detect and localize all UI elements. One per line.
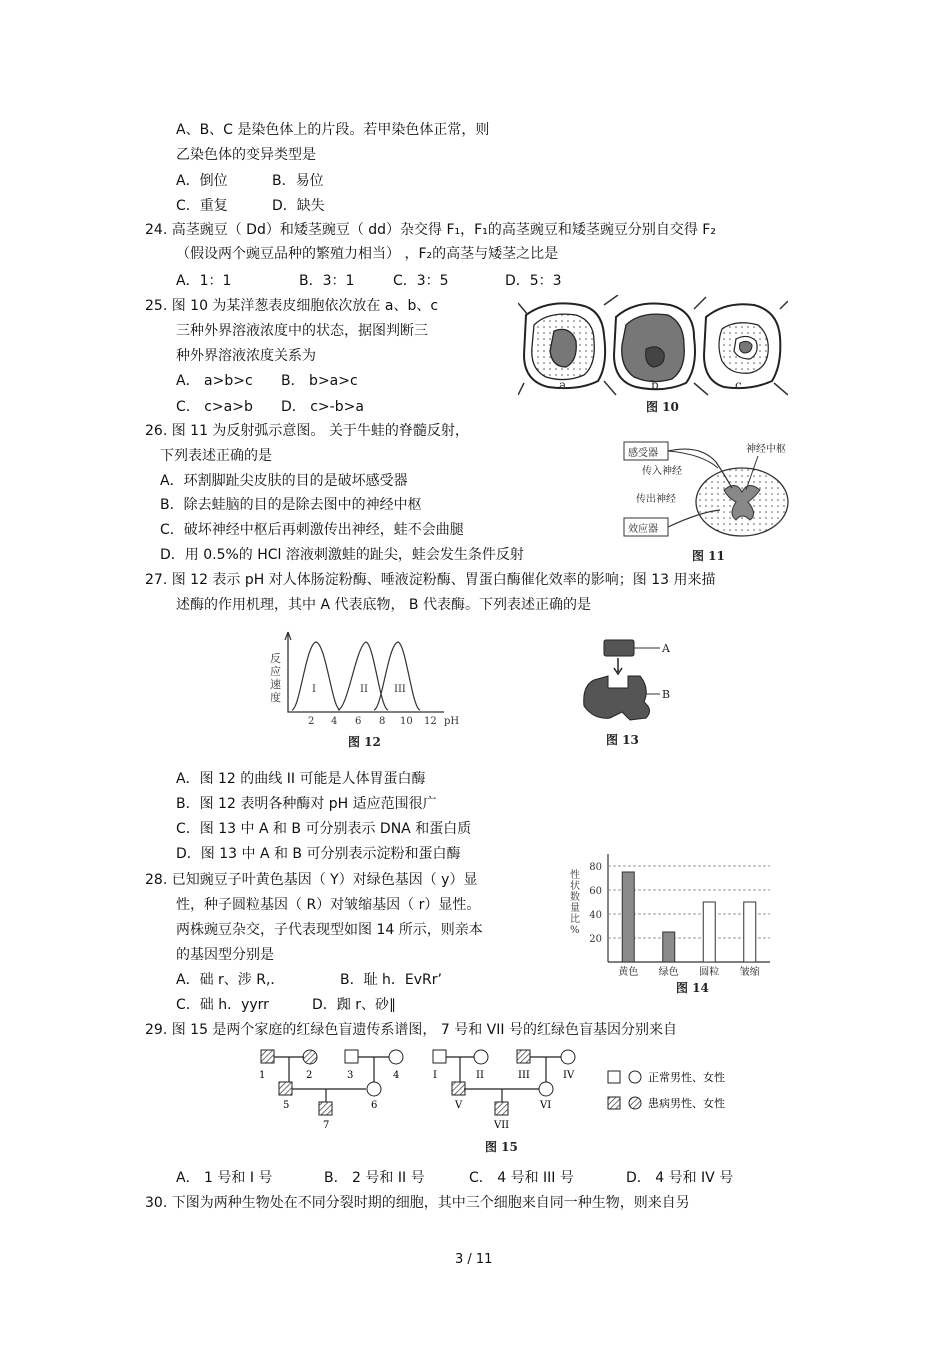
q26-option-c: C．破坏神经中枢后再刺激传出神经，蛙不会曲腿 [160,522,464,538]
figure-13-enzyme-model [574,636,684,748]
label-efferent: 传出神经 [636,494,676,505]
y-tick-label: 40 [589,910,602,921]
q24-option-d: D．5：3 [505,273,562,289]
label-receptor: 感受器 [628,448,658,459]
xtick: 12 [424,716,437,727]
q29-option-b: B． 2 号和 II 号 [324,1170,425,1186]
q23-option-d: D．缺失 [272,198,325,214]
q28-line2: 性，种子圆粒基因（ R）对皱缩基因（ r）显性。 [176,897,481,913]
pedigree-legend [608,1070,725,1110]
person-2-affected-female [303,1050,317,1064]
q25-line3: 种外界溶液浓度关系为 [176,348,316,364]
ylabel-char-4: 度 [270,691,281,704]
q26-option-a: A．环割脚趾尖皮肤的目的是破坏感受器 [160,473,408,489]
figure-10-label-c: c [735,378,742,392]
figure-14-caption: 图 14 [676,981,709,995]
q26-line2: 下列表述正确的是 [160,448,272,464]
bar-0 [622,872,634,962]
person-4-normal-female [389,1050,403,1064]
q28-line4: 的基因型分别是 [176,947,274,963]
q26-line1: 26. 图 11 为反射弧示意图。 关于牛蛙的脊髓反射， [145,423,469,439]
q23-line1: A、B、C 是染色体上的片段。若甲染色体正常，则 [176,122,490,138]
q28-line1: 28. 已知豌豆子叶黄色基因（ Y）对绿色基因（ y）显 [145,872,478,888]
y-tick-label: 60 [589,886,602,897]
cell-b [614,297,708,395]
y-axis-label-char: 状 [570,881,580,892]
figure-11-reflex-arc [620,432,800,564]
y-axis-label-char: % [570,925,580,936]
roman-V: V [455,1100,463,1111]
person-1-affected-male [261,1050,274,1063]
xtick: 4 [331,716,338,727]
num-6: 6 [371,1100,378,1111]
figure-12-ph-curves [262,628,472,750]
q28-option-b: B．耻 h．EvRr’ [340,972,442,988]
q24-line1: 24. 高茎豌豆（ Dd）和矮茎豌豆（ dd）杂交得 F₁，F₁的高茎豌豆和矮茎豌豆分别自交得 F₂ [145,222,716,238]
q24-option-b: B．3：1 [299,273,355,289]
xtick: 2 [308,716,315,727]
q27-option-c: C．图 13 中 A 和 B 可分别表示 DNA 和蛋白质 [176,821,472,837]
curve-label-1: I [312,684,316,695]
q28-option-c: C．础 h．yyrr [176,997,269,1013]
cell-c [704,301,788,395]
q27-option-d: D．图 13 中 A 和 B 可分别表示淀粉和蛋白酶 [176,846,461,862]
person-I-normal-male [433,1050,446,1063]
cell-a [518,295,618,395]
bar-2 [703,902,715,962]
person-3-normal-male [345,1050,358,1063]
bar-1 [663,932,675,962]
person-VI-normal-female [539,1082,553,1096]
person-VII-affected-male [495,1102,508,1115]
y-tick-label: 80 [589,862,602,873]
q25-option-d: D． c>-b>a [281,399,364,415]
x-category-label: 黄色 [618,967,639,978]
ylabel-char-3: 速 [270,678,281,691]
figure-10-label-b: b [651,378,659,392]
person-5-affected-male [279,1082,292,1095]
q25-line1: 25. 图 10 为某洋葱表皮细胞依次放在 a、b、c [145,298,439,314]
num-4: 4 [393,1070,400,1081]
roman-II: II [476,1070,484,1081]
curve-label-2: II [360,684,368,695]
legend-normal: 正常男性、女性 [648,1071,725,1084]
xtick: 6 [355,716,362,727]
figure-10-label-a: a [559,378,567,392]
figure-12-caption: 图 12 [348,735,381,749]
q29-option-d: D． 4 号和 IV 号 [626,1170,734,1186]
label-b: B [662,688,671,701]
bar-3 [744,902,756,962]
q27-option-a: A．图 12 的曲线 II 可能是人体胃蛋白酶 [176,771,426,787]
person-V-affected-male [452,1082,465,1095]
q29-option-a: A． 1 号和 I 号 [176,1170,273,1186]
person-IV-normal-female [561,1050,575,1064]
y-axis-label-char: 量 [570,903,580,914]
num-5: 5 [283,1100,290,1111]
label-effector: 效应器 [628,524,658,535]
q28-option-d: D．踟 r、砂∥ [312,997,396,1013]
q23-option-b: B．易位 [272,173,324,189]
q23-line2: 乙染色体的变异类型是 [176,147,316,163]
roman-VI: VI [540,1100,552,1111]
figure-10-caption: 图 10 [646,400,679,414]
num-3: 3 [347,1070,354,1081]
q29-line1: 29. 图 15 是两个家庭的红绿色盲遗传系谱图， 7 号和 VII 号的红绿色盲基因分别来自 [145,1022,677,1038]
q26-option-d: D．用 0.5%的 HCl 溶液刺激蛙的趾尖，蛙会发生条件反射 [160,547,524,563]
label-center: 神经中枢 [746,444,786,455]
xtick: 8 [379,716,386,727]
figure-15-caption: 图 15 [485,1140,518,1154]
q24-option-c: C．3：5 [393,273,449,289]
figure-15-pedigree [250,1044,750,1158]
legend-affected: 患病男性、女性 [648,1097,725,1110]
q26-option-b: B．除去蛙脑的目的是除去图中的神经中枢 [160,497,422,513]
q25-option-c: C． c>a>b [176,399,253,415]
family-2 [433,1050,575,1131]
q24-option-a: A．1：1 [176,273,232,289]
q28-option-a: A．础 r、涉 R,． [176,972,285,988]
person-II-normal-female [474,1050,488,1064]
q23-option-a: A．倒位 [176,173,228,189]
q29-option-c: C． 4 号和 III 号 [469,1170,574,1186]
x-category-label: 圆粒 [699,967,720,978]
q23-option-c: C．重复 [176,198,228,214]
xaxis-unit: pH [444,716,460,727]
ylabel-char-2: 应 [270,665,281,678]
person-7-affected-male [319,1102,332,1115]
roman-III: III [518,1070,530,1081]
page-number: 3 / 11 [455,1252,493,1267]
figure-11-caption: 图 11 [692,549,725,563]
q27-option-b: B．图 12 表明各种酶对 pH 适应范围很广 [176,796,437,812]
q27-line1: 27. 图 12 表示 pH 对人体肠淀粉酶、唾液淀粉酶、胃蛋白酶催化效率的影响；图 13 用来描 [145,572,716,588]
q25-line2: 三种外界溶液浓度中的状态，据图判断三 [176,323,428,339]
x-category-label: 皱缩 [739,967,760,978]
figure-13-caption: 图 13 [606,733,639,747]
curve-label-3: III [394,684,406,695]
q25-option-b: B． b>a>c [281,373,358,389]
q30-line1: 30. 下图为两种生物处在不同分裂时期的细胞，其中三个细胞来自同一种生物，则来自另 [145,1195,690,1211]
label-afferent: 传入神经 [642,466,682,477]
roman-IV: IV [563,1070,575,1081]
num-2: 2 [306,1070,313,1081]
q24-line2: （假设两个豌豆品种的繁殖力相当） ，F₂的高茎与矮茎之比是 [176,246,559,262]
roman-I: I [433,1070,437,1081]
num-7: 7 [323,1120,330,1131]
y-axis-label-char: 比 [570,914,580,925]
x-category-label: 绿色 [658,967,679,978]
label-a: A [662,642,670,655]
y-tick-label: 20 [589,934,602,945]
xtick: 10 [400,716,413,727]
family-1 [259,1050,403,1131]
y-axis-label-char: 性 [570,870,580,881]
figure-10-onion-cells [518,295,788,417]
person-6-normal-female [367,1082,381,1096]
person-III-affected-male [517,1050,530,1063]
y-axis-label-char: 数 [570,892,580,903]
roman-VII: VII [494,1120,510,1131]
ylabel-char-1: 反 [270,652,281,665]
num-1: 1 [259,1070,266,1081]
q28-line3: 两株豌豆杂交，子代表现型如图 14 所示，则亲本 [176,922,483,938]
q27-line2: 述酶的作用机理，其中 A 代表底物， B 代表酶。下列表述正确的是 [176,597,591,613]
q25-option-a: A． a>b>c [176,373,253,389]
figure-14-bar-chart [562,848,776,996]
